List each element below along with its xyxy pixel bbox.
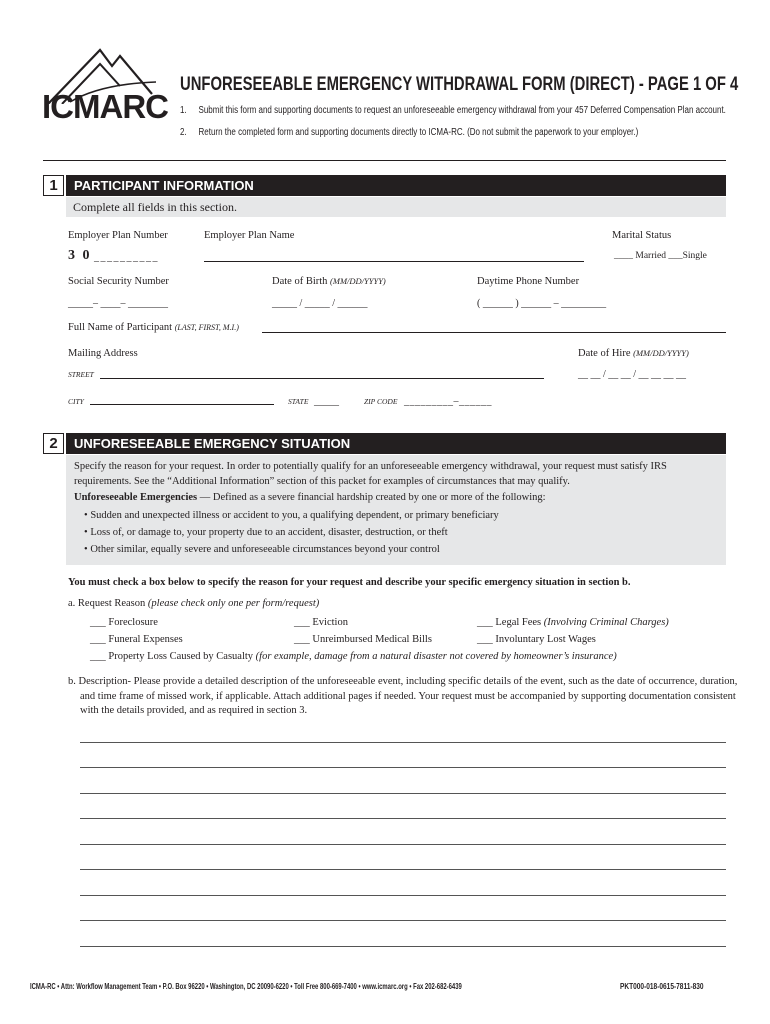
date-of-hire-label-text: Date of Hire bbox=[578, 348, 631, 359]
marital-status-options[interactable]: ____ Married ___Single bbox=[614, 251, 707, 261]
section2-intro: Specify the reason for your request. In order to potentially qualify for an unforeseeable emergency withdrawal, your request must satisfy IRS requirements. See the “Additional Information” section of this packet for examples of circumstances that may qualify. bbox=[74, 461, 667, 487]
employer-plan-name-field[interactable] bbox=[204, 261, 584, 262]
description-line-3[interactable] bbox=[80, 793, 726, 794]
full-name-hint: (LAST, FIRST, M.I.) bbox=[174, 323, 239, 332]
employer-plan-number-prefix: 3 0 bbox=[68, 248, 92, 263]
street-label: STREET bbox=[68, 370, 94, 379]
section1-title: PARTICIPANT INFORMATION bbox=[66, 175, 726, 196]
bullet-2-dot-icon: • bbox=[84, 527, 88, 538]
zip-field[interactable]: _ _ _ _ _ _ _ _ _ – _ _ _ _ _ _ bbox=[404, 396, 491, 407]
description-line-9[interactable] bbox=[80, 946, 726, 947]
ssn-label: Social Security Number bbox=[68, 276, 169, 287]
reason-casualty-text: ___ Property Loss Caused by Casualty bbox=[90, 651, 254, 662]
mailing-address-label: Mailing Address bbox=[68, 348, 138, 359]
instruction-1-text: Submit this form and supporting documents to request an unforeseeable emergency withdrawal from your 457 Deferred Compensation Plan account. bbox=[198, 105, 726, 116]
bullet-3-dot-icon: • bbox=[84, 544, 88, 555]
reason-foreclosure[interactable]: ___ Foreclosure bbox=[90, 617, 158, 628]
employer-plan-number-field[interactable]: _ _ _ _ _ _ _ _ _ _ bbox=[94, 252, 157, 263]
section1-number: 1 bbox=[43, 175, 64, 196]
footer-address: ICMA-RC • Attn: Workflow Management Team • P.O. Box 96220 • Washington, DC 20090-6220 • Toll Free 800-669-7400 • www.icmarc.org • Fax 202-682-6439 bbox=[30, 982, 462, 991]
state-field[interactable]: _____ bbox=[314, 396, 339, 407]
description-line-8[interactable] bbox=[80, 920, 726, 921]
full-name-label bbox=[68, 322, 239, 333]
city-label: CITY bbox=[68, 397, 84, 406]
request-reason-hint: (please check only one per form/request) bbox=[147, 598, 320, 609]
phone-field[interactable]: ( ______ ) ______ – _________ bbox=[477, 298, 607, 309]
description-line-5[interactable] bbox=[80, 844, 726, 845]
description-text: Please provide a detailed description of the unforeseeable event, including specific details of the event, such as the date of occurrence, duration, and time frame of missed work, if applicable. Attach additional pages if needed. Your request must be accompanied by supporting documentation consistent with the details provided, and as required in section 3. bbox=[80, 676, 738, 716]
instruction-2-text: Return the completed form and supporting documents directly to ICMA-RC. (Do not submit the paperwork to your employer.) bbox=[198, 127, 639, 138]
reason-funeral[interactable]: ___ Funeral Expenses bbox=[90, 634, 183, 645]
reason-legal-fees[interactable] bbox=[477, 617, 669, 628]
must-check-instruction: You must check a box below to specify the reason for your request and describe your specific emergency situation in section b. bbox=[68, 577, 631, 588]
description-line-1[interactable] bbox=[80, 742, 726, 743]
logo-text: ICMARC bbox=[42, 88, 168, 125]
footer-code: PKT000-018-0615-7811-830 bbox=[620, 982, 704, 991]
section2-title: UNFORESEEABLE EMERGENCY SITUATION bbox=[66, 433, 726, 454]
dob-label-text: Date of Birth bbox=[272, 276, 328, 287]
bullet-1 bbox=[84, 510, 499, 521]
dob-field[interactable]: _____ / _____ / ______ bbox=[272, 298, 368, 309]
description-label: b. Description- bbox=[68, 676, 131, 687]
instruction-2-num: 2. bbox=[180, 127, 187, 138]
date-of-hire-format: (MM/DD/YYYY) bbox=[633, 348, 689, 358]
header-divider bbox=[43, 160, 726, 161]
full-name-label-text: Full Name of Participant bbox=[68, 322, 173, 333]
state-label: STATE bbox=[288, 397, 309, 406]
instruction-1 bbox=[180, 105, 726, 116]
reason-lost-wages[interactable]: ___ Involuntary Lost Wages bbox=[477, 634, 596, 645]
full-name-field[interactable] bbox=[262, 332, 726, 333]
icmarc-logo bbox=[40, 44, 168, 134]
instruction-2 bbox=[180, 127, 638, 138]
section2-header bbox=[43, 433, 726, 454]
dob-format: (MM/DD/YYYY) bbox=[330, 276, 386, 286]
description-line-4[interactable] bbox=[80, 818, 726, 819]
employer-plan-name-label: Employer Plan Name bbox=[204, 230, 295, 241]
reason-casualty-hint: (for example, damage from a natural disaster not covered by homeowner’s insurance) bbox=[255, 651, 617, 662]
section1-header bbox=[43, 175, 726, 196]
ssn-field[interactable]: _____– ____– ________ bbox=[68, 298, 168, 309]
employer-plan-number-label: Employer Plan Number bbox=[68, 230, 168, 241]
definition-line bbox=[74, 492, 546, 503]
reason-legal-fees-text: ___ Legal Fees bbox=[477, 617, 542, 628]
bullet-1-dot-icon: • bbox=[84, 510, 88, 521]
date-of-hire-label bbox=[578, 348, 689, 359]
request-reason-label-text: a. Request Reason bbox=[68, 598, 146, 609]
section2-number: 2 bbox=[43, 433, 64, 454]
description-instruction bbox=[68, 675, 740, 719]
phone-label: Daytime Phone Number bbox=[477, 276, 580, 287]
dob-label bbox=[272, 276, 386, 287]
description-line-6[interactable] bbox=[80, 869, 726, 870]
reason-casualty[interactable] bbox=[90, 651, 617, 662]
description-line-2[interactable] bbox=[80, 767, 726, 768]
bullet-3 bbox=[84, 544, 440, 555]
marital-status-label: Marital Status bbox=[612, 230, 672, 241]
street-field[interactable] bbox=[100, 378, 544, 379]
reason-legal-fees-hint: (Involving Criminal Charges) bbox=[543, 617, 669, 628]
instruction-1-num: 1. bbox=[180, 105, 187, 116]
zip-label: ZIP CODE bbox=[364, 397, 398, 406]
reason-eviction[interactable]: ___ Eviction bbox=[294, 617, 348, 628]
bullet-2 bbox=[84, 527, 448, 538]
date-of-hire-field[interactable]: __ __ / __ __ / __ __ __ __ bbox=[578, 369, 687, 380]
bullet-2-text: Loss of, or damage to, your property due to an accident, disaster, destruction, or theft bbox=[90, 527, 448, 538]
description-line-7[interactable] bbox=[80, 895, 726, 896]
form-title: UNFORESEEABLE EMERGENCY WITHDRAWAL FORM (DIRECT) - PAGE 1 OF 4 bbox=[180, 74, 739, 95]
bullet-1-text: Sudden and unexpected illness or accident to you, a qualifying dependent, or primary beneficiary bbox=[90, 510, 499, 521]
definition-term: Unforeseeable Emergencies bbox=[74, 492, 198, 503]
request-reason-label bbox=[68, 598, 319, 609]
bullet-3-text: Other similar, equally severe and unforeseeable circumstances beyond your control bbox=[90, 544, 440, 555]
section1-note: Complete all fields in this section. bbox=[73, 200, 237, 214]
definition-text: — Defined as a severe financial hardship created by one or more of the following: bbox=[197, 492, 546, 503]
city-field[interactable] bbox=[90, 404, 274, 405]
reason-medical[interactable]: ___ Unreimbursed Medical Bills bbox=[294, 634, 432, 645]
